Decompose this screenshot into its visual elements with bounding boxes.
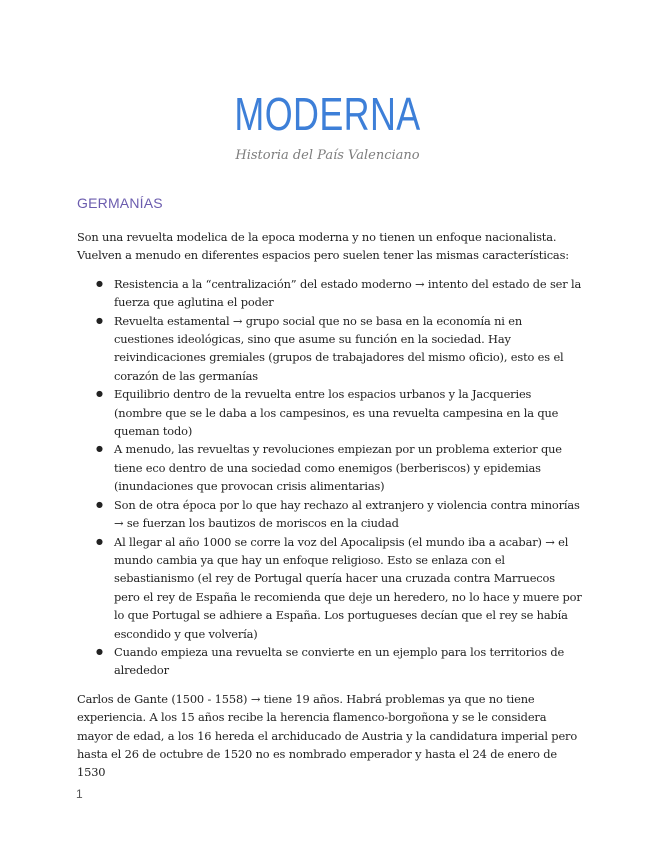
list-item: ● Son de otra época por lo que hay rechazo al extranjero y violencia contra minorías → se fuerzan los bautizos de moriscos en la ciudad xyxy=(77,496,582,533)
document-body xyxy=(77,228,582,782)
intro-paragraph: Son una revuelta modelica de la epoca moderna y no tienen un enfoque nacionalista. Vuelven a menudo en diferentes espacios pero suelen tener las mismas características: xyxy=(77,230,569,263)
closing-paragraph: Carlos de Gante (1500 - 1558) → tiene 19 años. Habrá problemas ya que no tiene experiencia. A los 15 años recibe la herencia flamenco-borgoñona y se le considera mayor de edad, a los 16 hereda el archiducado de Austria y la candidatura imperial pero hasta el 26 de octubre de 1520 no es nombrado emperador y hasta el 24 de enero de 1530 xyxy=(77,691,578,780)
list-item: ● Al llegar al año 1000 se corre la voz del Apocalipsis (el mundo iba a acabar) → el mundo cambia ya que hay un enfoque religioso. Esto se enlaza con el sebastianismo (el rey de Portugal quería hacer una cruzada contra Marruecos pero el rey de España le recomienda que deje un heredero, no lo hace y muere por lo que Portugal se adhiere a España. Los portugueses decían que el rey se había escondido y que volvería) xyxy=(77,533,582,643)
section-heading: GERMANÍAS xyxy=(77,195,163,211)
document-title: MODERNA xyxy=(234,88,421,140)
document-subtitle: Historia del País Valenciano xyxy=(235,148,420,163)
characteristics-list xyxy=(77,275,582,680)
page-number: 1 xyxy=(76,787,83,801)
list-item: ● Resistencia a la “centralización” del estado moderno → intento del estado de ser la fuerza que aglutina el poder xyxy=(77,275,582,312)
list-item: ● Cuando empieza una revuelta se convierte en un ejemplo para los territorios de alrededor xyxy=(77,643,582,680)
list-item: ● A menudo, las revueltas y revoluciones empiezan por un problema exterior que tiene eco dentro de una sociedad como enemigos (berberiscos) y epidemias (inundaciones que provocan crisis alimentarias) xyxy=(77,440,582,495)
list-item: ● Equilibrio dentro de la revuelta entre los espacios urbanos y la Jacqueries (nombre que se le daba a los campesinos, es una revuelta campesina en la que queman todo) xyxy=(77,385,582,440)
list-item: ● Revuelta estamental → grupo social que no se basa en la economía ni en cuestiones ideológicas, sino que asume su función en la sociedad. Hay reivindicaciones gremiales (grupos de trabajadores del mismo oficio), esto es el corazón de las germanías xyxy=(77,312,582,386)
